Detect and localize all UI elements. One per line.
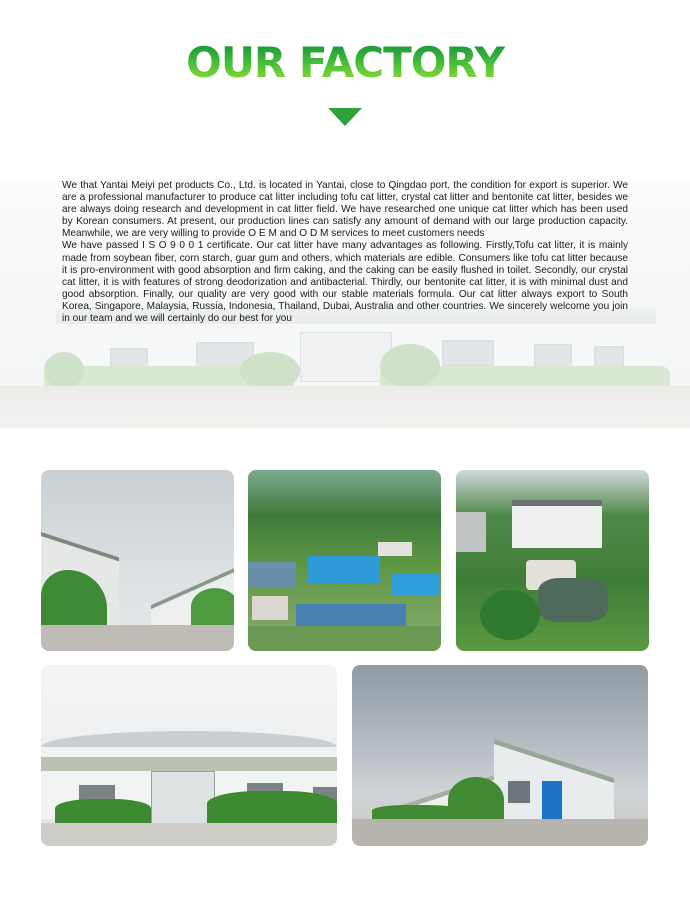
intro-text [62,180,628,325]
factory-photo [41,665,337,846]
factory-photo [352,665,648,846]
factory-photo [456,470,649,651]
intro-paragraph: We have passed I S O 9 0 0 1 certificate. Our cat litter have many advantages as following. Firstly,Tofu cat litter, it is mainly made from soybean fiber, corn starch, guar gum and others, which materials are edible. Consumers like tofu cat litter because it is pro-environment with good absorption and firm caking, and the caking can be easily flushed in toilet. Secondly, our crystal cat litter, it is with features of strong deodorization and antibacterial. Thirdly, our bentonite cat litter, it is with minimal dust and good absorption. Finally, our quality are very good with our stable materials formula. Our cat litter always export to South Korea, Singapore, Malaysia, Russia, Indonesia, Thailand, Dubai, Australia and other countries. We sincerely welcome you join in our team and we will certainly do our best for you [62,240,628,325]
intro-section [0,180,690,428]
factory-photo [41,470,234,651]
chevron-down-icon [328,108,362,126]
intro-paragraph: We that Yantai Meiyi pet products Co., Ltd. is located in Yantai, close to Qingdao port, the condition for export is superior. We are a professional manufacturer to produce cat litter including tofu cat litter, crystal cat litter and bentonite cat litter, besides we are always doing research and development in cat litter field. We have researched one unique cat litter which has been used by Korean consumers. At present, our production lines can satisfy any amount of demand with our large production capacity. Meanwhile, we are very willing to provide O E M and O D M services to meet customers needs [62,180,628,240]
page-title: OUR FACTORY [0,38,690,87]
factory-photo [248,470,441,651]
